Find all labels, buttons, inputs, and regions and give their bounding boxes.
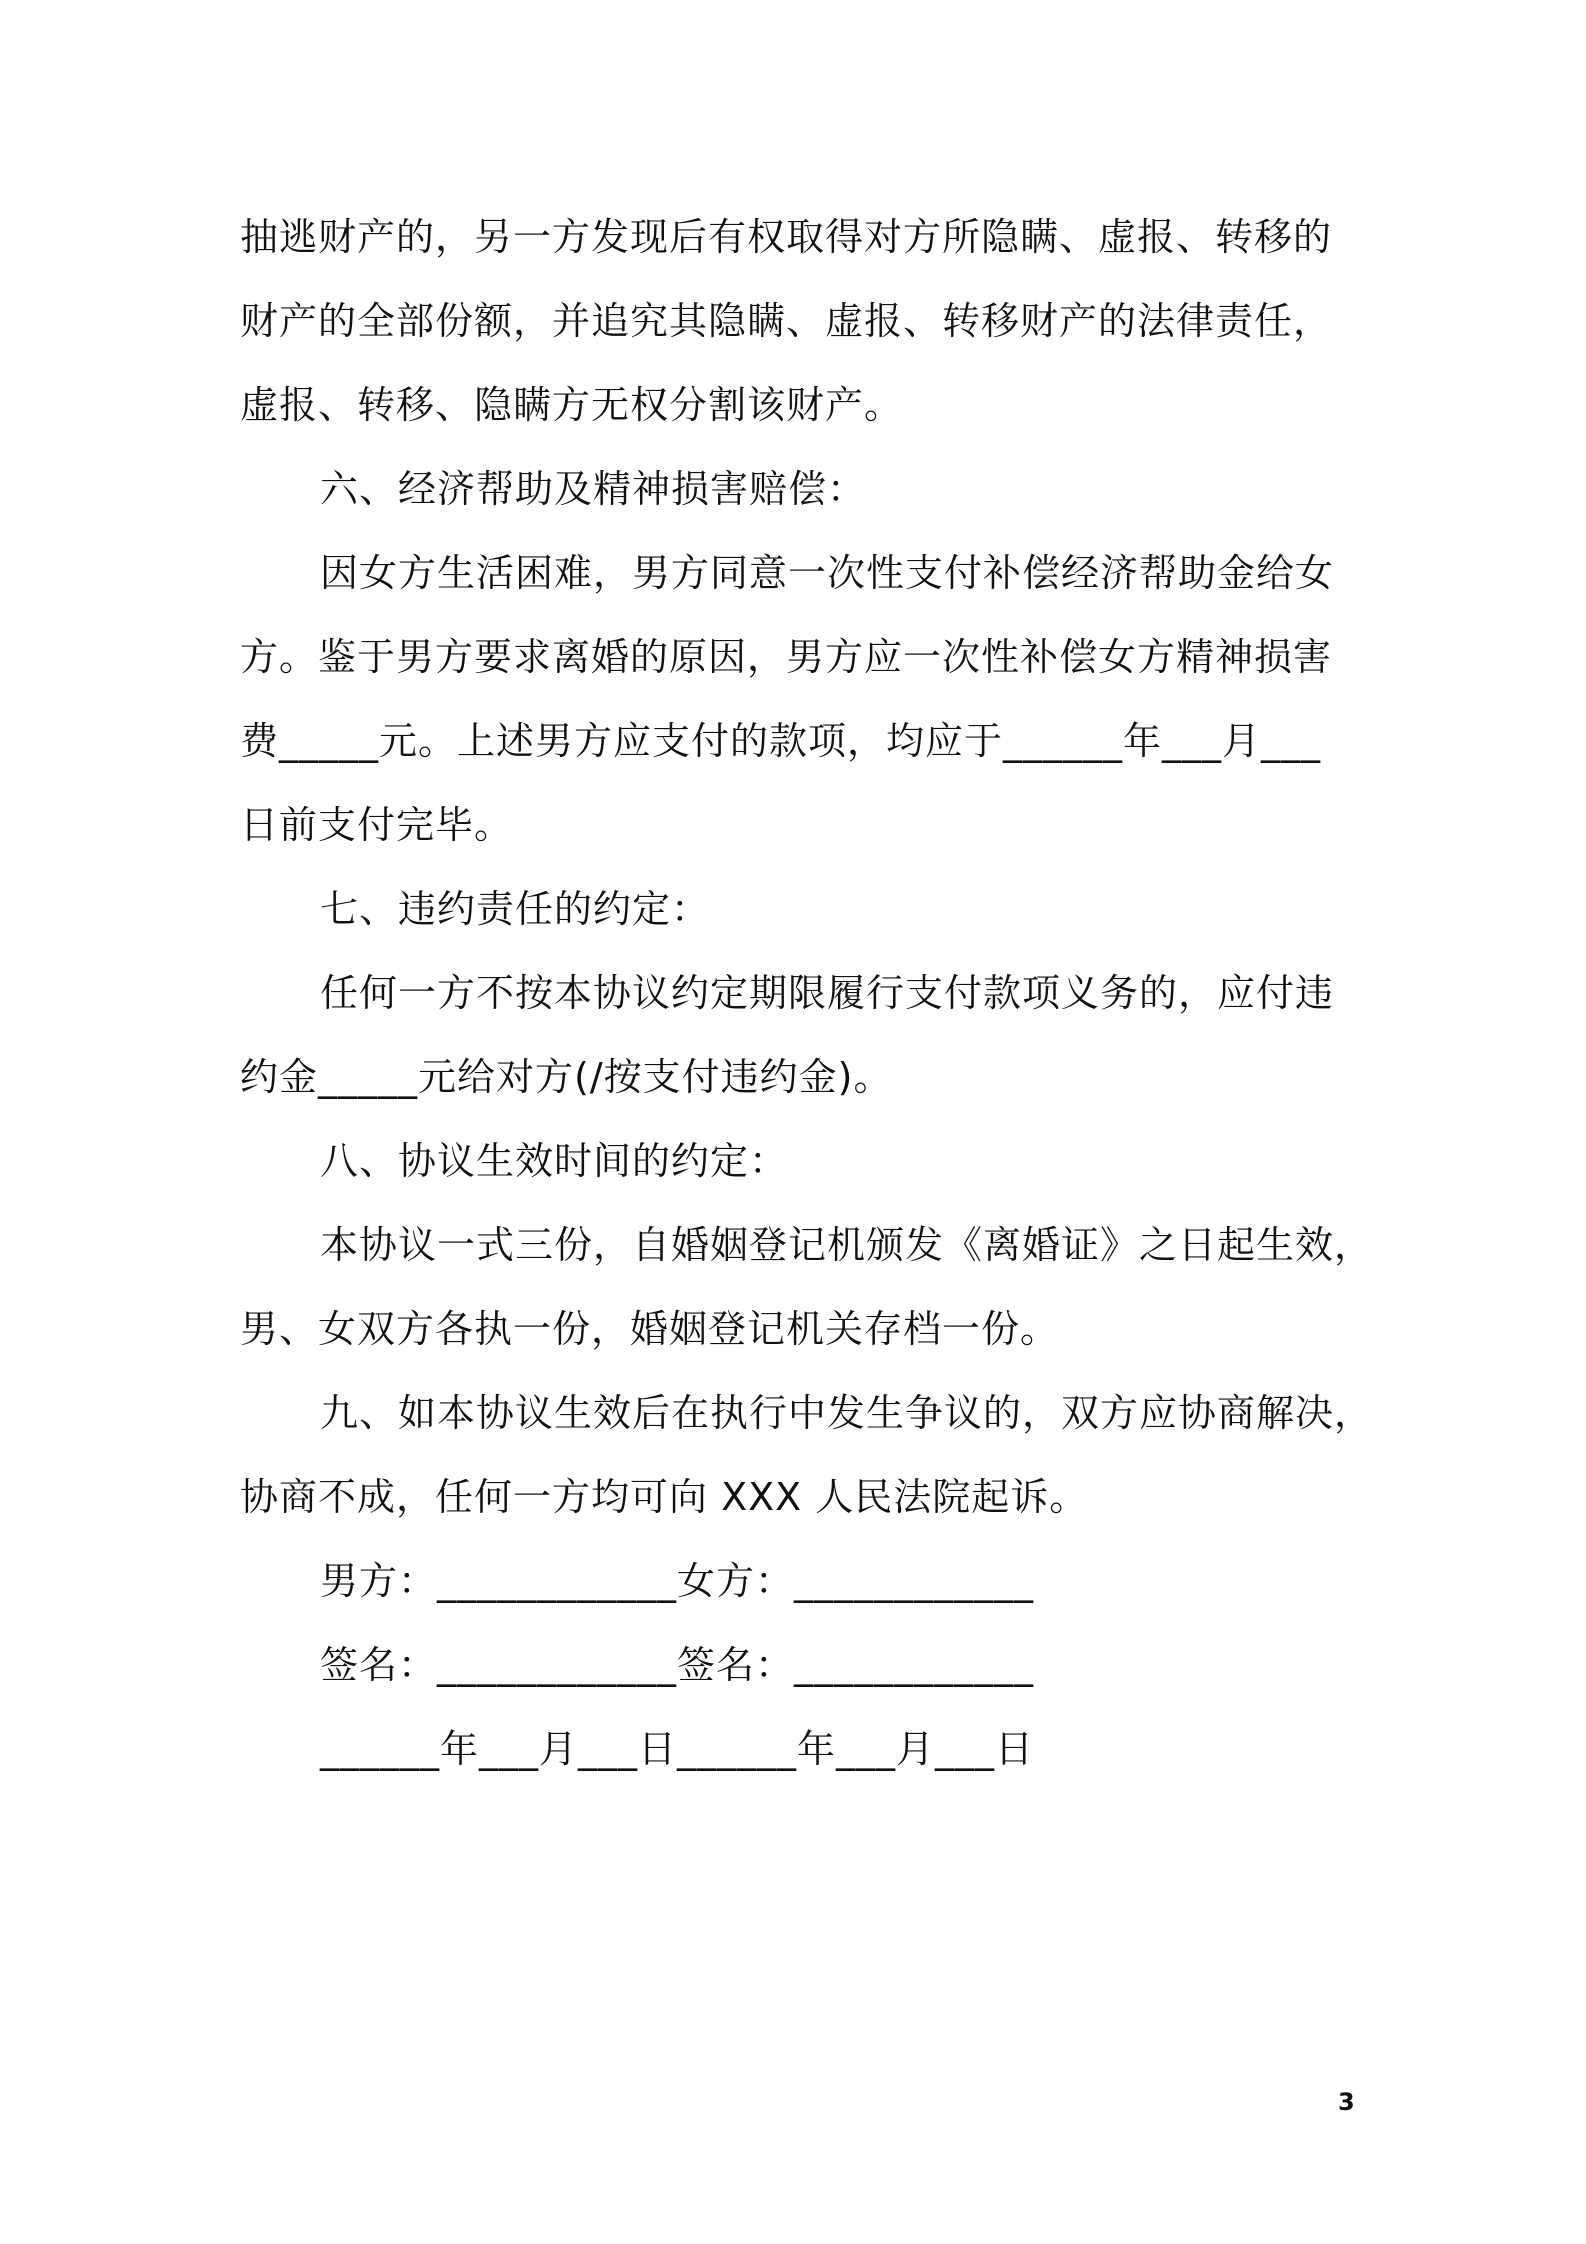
section-heading-9: 九、如本协议生效后在执行中发生争议的，双方应协商解决， xyxy=(320,1391,1374,1435)
paragraph-line: 费_____元。上述男方应支付的款项，均应于______年___月___ xyxy=(240,719,1322,763)
paragraph-line: 任何一方不按本协议约定期限履行支付款项义务的，应付违 xyxy=(320,971,1335,1015)
section-heading-6: 六、经济帮助及精神损害赔偿： xyxy=(320,467,867,511)
section-heading-7: 七、违约责任的约定： xyxy=(320,887,711,931)
signature-line: 签名：____________签名：____________ xyxy=(320,1643,1035,1687)
document-body xyxy=(240,195,1374,1791)
paragraph-line: 财产的全部份额，并追究其隐瞒、虚报、转移财产的法律责任， xyxy=(240,299,1333,343)
paragraph-line: 日前支付完毕。 xyxy=(240,803,514,847)
paragraph-line: 虚报、转移、隐瞒方无权分割该财产。 xyxy=(240,383,904,427)
paragraph-line: 本协议一式三份，自婚姻登记机颁发《离婚证》之日起生效， xyxy=(320,1223,1374,1267)
paragraph-line: 方。鉴于男方要求离婚的原因，男方应一次性补偿女方精神损害 xyxy=(240,635,1333,679)
paragraph-line: 抽逃财产的，另一方发现后有权取得对方所隐瞒、虚报、转移的 xyxy=(240,215,1333,259)
paragraph-line: 约金_____元给对方(/按支付违约金)。 xyxy=(240,1055,893,1099)
page-number: 3 xyxy=(1338,2088,1355,2116)
section-heading-8: 八、协议生效时间的约定： xyxy=(320,1139,789,1183)
paragraph-line: 协商不成，任何一方均可向 XXX 人民法院起诉。 xyxy=(240,1475,1089,1519)
party-line: 男方：____________女方：____________ xyxy=(320,1559,1035,1603)
paragraph-line: 因女方生活困难，男方同意一次性支付补偿经济帮助金给女 xyxy=(320,551,1335,595)
date-line: ______年___月___日______年___月___日 xyxy=(320,1727,1035,1771)
paragraph-line: 男、女双方各执一份，婚姻登记机关存档一份。 xyxy=(240,1307,1060,1351)
